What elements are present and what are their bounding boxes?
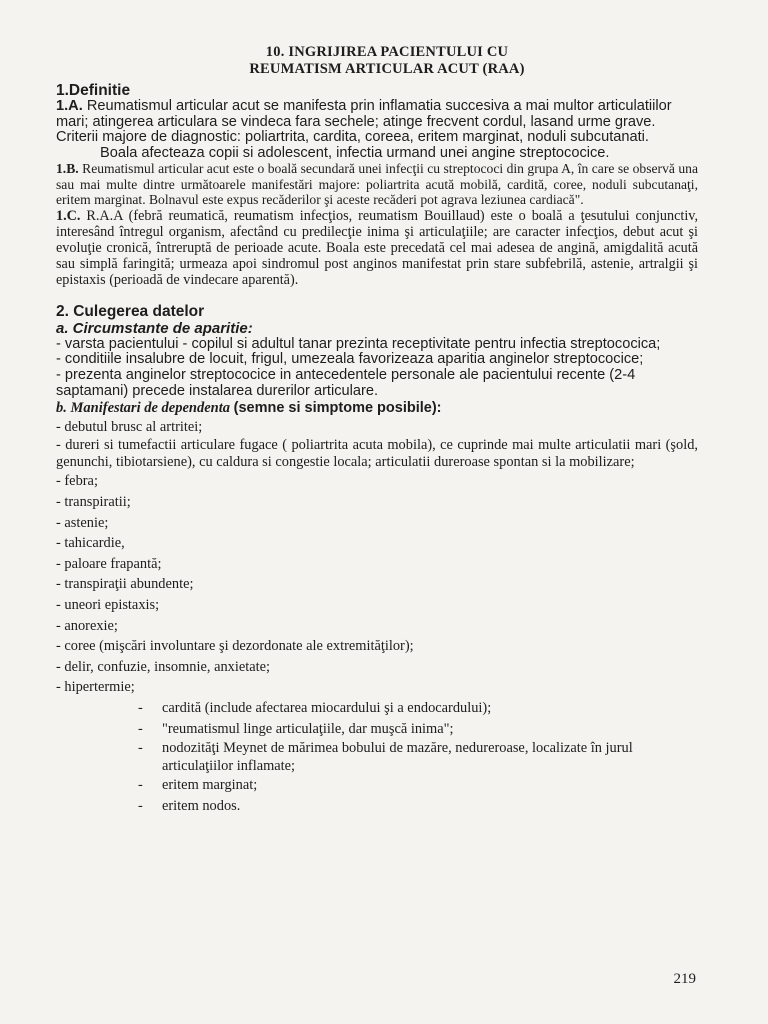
manifestations-heading <box>56 400 698 417</box>
definition-1a-label: 1.A. <box>56 98 83 114</box>
list-item <box>138 698 698 719</box>
list-item-text: eritem marginat; <box>162 777 258 794</box>
list-item: - debutul brusc al artritei; <box>56 418 203 435</box>
list-item: - dureri si tumefactii articulare fugace ( poliartrita acuta mobila), ce cuprinde mai multe articulatii mari (şold, genunchi, tibiotarsiene), cu caldura si congestie locala; articulatii dureroase spontan si la mobilizare; <box>56 437 698 471</box>
manifestations-list <box>56 417 698 698</box>
list-dash: - <box>138 777 143 794</box>
definition-1b-label: 1.B. <box>56 161 79 177</box>
list-item <box>138 775 698 796</box>
list-item: - paloare frapantă; <box>56 555 162 572</box>
definition-1b-text: Reumatismul articular acut este o boală secundară unei infecţii cu streptococi din grupa A, în care se observă una sau mai multe dintre următoarele manifestări majore: poliartrita acută mobilă, cardită, coree, noduli subcutanaţi, eritem marginat. Bolnavul este expus recăderilor şi aceste recăderi pot agrava leziunea cardiacă". <box>56 161 698 208</box>
list-dash: - <box>138 797 143 814</box>
page-number: 219 <box>673 971 696 987</box>
list-item-text: eritem nodos. <box>162 797 241 814</box>
definition-1a <box>56 99 698 146</box>
list-item: - conditiile insalubre de locuit, frigul, umezeala favorizeaza aparitia anginelor streptococice; <box>56 351 644 368</box>
list-item: - transpiratii; <box>56 493 131 510</box>
list-item: - varsta pacientului - copilul si adultul tanar prezinta receptivitate pentru infectia streptococica; <box>56 335 661 352</box>
list-item: - coree (mişcări involuntare şi dezordonate ale extremităţilor); <box>56 638 414 655</box>
manifestations-heading-tail: (semne si simptome posibile): <box>233 399 442 416</box>
list-item: - anorexie; <box>56 617 118 634</box>
title-line-1: 10. INGRIJIREA PACIENTULUI CU <box>265 44 509 60</box>
section-1-heading: 1.Definitie <box>56 82 131 99</box>
cardiac-manifestations-list <box>56 698 698 816</box>
section-2-heading: 2. Culegerea datelor <box>56 302 205 320</box>
list-item: - tahicardie, <box>56 535 125 552</box>
list-dash: - <box>138 720 143 737</box>
definition-1c-text: R.A.A (febră reumatică, reumatism infecţios, reumatism Bouillaud) este o boală a ţesutului conjunctiv, interesând întregul organism, afectând cu predilecţie inima şi articulaţiile; are caracter infecţios, debut acut şi evoluţie cronică, întreruptă de perioade acute. Boala este precedată cel mai adesea de angină, amigdalită acută sau simplă faringită; urmeaza apoi sindromul post anginos manifestat prin stare subfebrilă, astenie, artralgii şi epistaxis (perioadă de vindecare aparentă). <box>56 207 698 289</box>
list-item <box>138 719 698 740</box>
list-item: - delir, confuzie, insomnie, anxietate; <box>56 658 271 675</box>
title-line-2: REUMATISM ARTICULAR ACUT (RAA) <box>249 61 525 77</box>
list-item-text: cardită (include afectarea miocardului şi a endocardului); <box>162 699 492 716</box>
list-item: - hipertermie; <box>56 679 135 696</box>
list-item <box>138 796 698 817</box>
list-item: - transpiraţii abundente; <box>56 576 194 593</box>
definition-1c-label: 1.C. <box>56 207 81 224</box>
list-item <box>138 739 698 775</box>
definition-1c <box>56 208 698 289</box>
definition-1a-text: Reumatismul articular acut se manifesta prin inflamatia succesiva a mai multor articulatiilor mari; atingerea articulara se vindeca fara sechele; atinge frecvent cordul, lasand urme grave. Criterii majore de diagnostic: poliartrita, cardita, coreea, eritem marginat, noduli subcutanati. <box>56 98 672 146</box>
list-dash: - <box>138 740 143 757</box>
list-item-text: "reumatismul linge articulaţiile, dar muşcă inima"; <box>162 720 454 737</box>
page-title <box>56 44 698 78</box>
list-dash: - <box>138 699 143 716</box>
circumstances-heading: a. Circumstante de aparitie: <box>56 319 253 337</box>
manifestations-heading-label: b. Manifestari de dependenta <box>56 399 230 416</box>
list-item: - astenie; <box>56 514 109 531</box>
list-item: - febra; <box>56 473 98 490</box>
list-item: - prezenta anginelor streptococice in antecedentele personale ale pacientului recente (2-4 saptamani) precede instalarea durerilor articulare. <box>56 367 636 399</box>
definition-1a-continuation: Boala afecteaza copii si adolescent, infectia urmand unei angine streptococice. <box>100 144 610 161</box>
list-item-text: nodozităţi Meynet de mărimea bobului de mazăre, nedureroase, localizate în jurul articulaţiilor inflamate; <box>162 740 633 775</box>
definition-1b <box>56 161 698 207</box>
list-item: - uneori epistaxis; <box>56 596 160 613</box>
circumstances-list <box>56 337 698 400</box>
